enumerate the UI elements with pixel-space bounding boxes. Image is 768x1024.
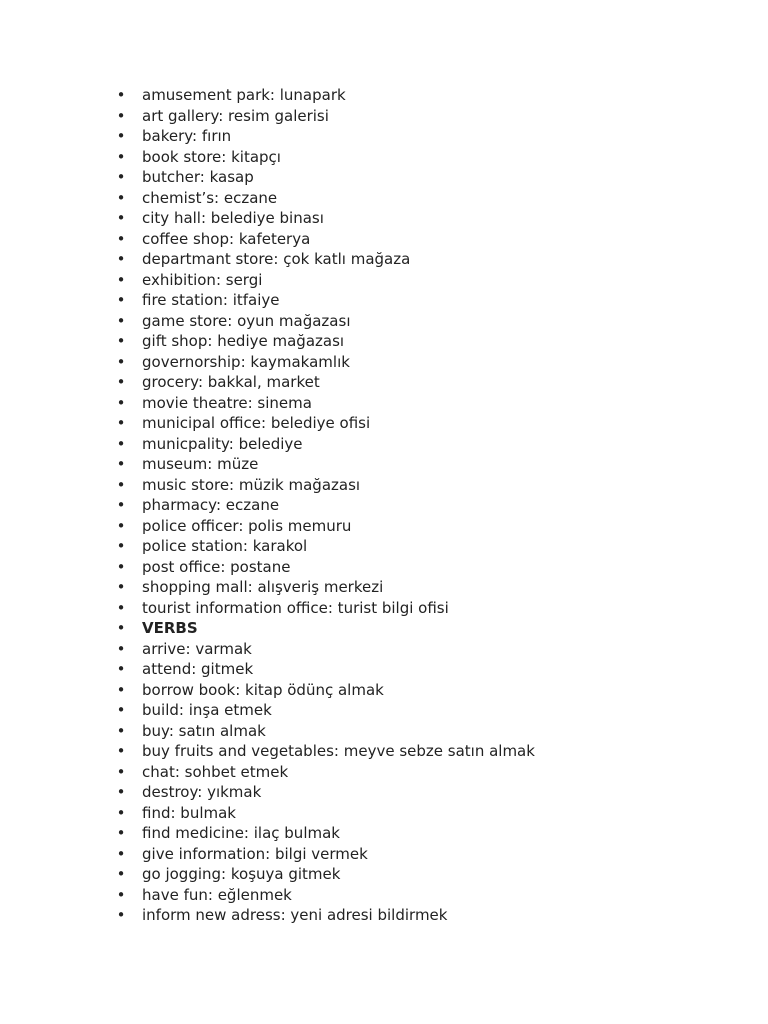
bullet-icon: • (116, 434, 126, 453)
vocabulary-text: butcher: kasap (142, 168, 254, 186)
vocabulary-text: game store: oyun mağazası (142, 311, 351, 330)
vocabulary-item (115, 721, 735, 742)
vocabulary-item (115, 331, 735, 352)
bullet-icon: • (116, 885, 126, 904)
vocabulary-item (115, 762, 735, 783)
vocabulary-item (115, 659, 735, 680)
bullet-icon: • (116, 742, 126, 760)
vocabulary-text: gift shop: hediye mağazası (142, 332, 345, 350)
bullet-icon: • (116, 229, 126, 248)
vocabulary-text: fire station: itfaiye (142, 291, 280, 309)
vocabulary-item (115, 270, 735, 291)
vocabulary-item (115, 864, 735, 885)
vocabulary-item (115, 126, 735, 147)
vocabulary-text: buy: satın almak (142, 721, 266, 740)
vocabulary-text: movie theatre: sinema (142, 393, 312, 412)
bullet-icon: • (116, 86, 126, 104)
bullet-icon: • (116, 168, 126, 186)
bullet-icon: • (116, 127, 126, 145)
vocabulary-item (115, 352, 735, 373)
bullet-icon: • (116, 865, 126, 883)
section-heading-item (115, 618, 735, 639)
bullet-icon: • (116, 250, 126, 268)
vocabulary-item (115, 208, 735, 229)
bullet-icon: • (116, 598, 126, 617)
bullet-icon: • (116, 578, 126, 596)
bullet-icon: • (116, 496, 126, 514)
bullet-icon: • (116, 783, 126, 801)
vocabulary-text: grocery: bakkal, market (142, 373, 320, 391)
vocabulary-text: police officer: polis memuru (142, 516, 352, 535)
vocabulary-item (115, 557, 735, 578)
bullet-icon: • (116, 721, 126, 740)
section-heading-text: VERBS (142, 619, 198, 637)
vocabulary-item (115, 85, 735, 106)
bullet-icon: • (116, 639, 126, 658)
vocabulary-text: find: bulmak (142, 803, 236, 822)
vocabulary-text: municpality: belediye (142, 434, 303, 453)
vocabulary-item (115, 598, 735, 619)
bullet-icon: • (116, 352, 126, 371)
bullet-icon: • (116, 291, 126, 309)
vocabulary-item (115, 803, 735, 824)
vocabulary-text: borrow book: kitap ödünç almak (142, 680, 384, 699)
vocabulary-text: give information: bilgi vermek (142, 844, 368, 863)
vocabulary-text: attend: gitmek (142, 660, 254, 678)
vocabulary-text: shopping mall: alışveriş merkezi (142, 578, 384, 596)
vocabulary-text: coffee shop: kafeterya (142, 229, 311, 248)
bullet-icon: • (116, 537, 126, 555)
vocabulary-item (115, 639, 735, 660)
vocabulary-text: tourist information office: turist bilgi ofisi (142, 598, 449, 617)
vocabulary-item (115, 741, 735, 762)
vocabulary-text: go jogging: koşuya gitmek (142, 865, 341, 883)
vocabulary-item (115, 106, 735, 127)
vocabulary-text: destroy: yıkmak (142, 783, 262, 801)
vocabulary-text: departmant store: çok katlı mağaza (142, 250, 411, 268)
vocabulary-text: buy fruits and vegetables: meyve sebze satın almak (142, 742, 535, 760)
bullet-icon: • (116, 762, 126, 781)
vocabulary-item (115, 147, 735, 168)
vocabulary-item (115, 516, 735, 537)
vocabulary-text: governorship: kaymakamlık (142, 352, 350, 371)
vocabulary-text: book store: kitapçı (142, 147, 281, 166)
bullet-icon: • (116, 701, 126, 719)
vocabulary-item (115, 680, 735, 701)
vocabulary-text: bakery: fırın (142, 127, 232, 145)
bullet-icon: • (116, 455, 126, 473)
vocabulary-item (115, 311, 735, 332)
vocabulary-item (115, 413, 735, 434)
vocabulary-text: chat: sohbet etmek (142, 762, 289, 781)
vocabulary-item (115, 290, 735, 311)
vocabulary-text: music store: müzik mağazası (142, 475, 361, 494)
vocabulary-text: art gallery: resim galerisi (142, 106, 329, 125)
bullet-icon: • (116, 824, 126, 842)
vocabulary-item (115, 495, 735, 516)
vocabulary-item (115, 188, 735, 209)
vocabulary-item (115, 844, 735, 865)
vocabulary-text: exhibition: sergi (142, 270, 263, 289)
bullet-icon: • (116, 803, 126, 822)
vocabulary-text: police station: karakol (142, 537, 308, 555)
vocabulary-item (115, 700, 735, 721)
vocabulary-text: chemist’s: eczane (142, 188, 278, 207)
bullet-icon: • (116, 475, 126, 494)
vocabulary-item (115, 905, 735, 926)
vocabulary-text: build: inşa etmek (142, 701, 272, 719)
vocabulary-item (115, 434, 735, 455)
bullet-icon: • (116, 332, 126, 350)
bullet-icon: • (116, 188, 126, 207)
vocabulary-item (115, 229, 735, 250)
vocabulary-text: find medicine: ilaç bulmak (142, 824, 340, 842)
vocabulary-text: arrive: varmak (142, 639, 252, 658)
vocabulary-item (115, 885, 735, 906)
bullet-icon: • (116, 660, 126, 678)
vocabulary-text: pharmacy: eczane (142, 496, 280, 514)
vocabulary-list (115, 85, 735, 926)
vocabulary-text: amusement park: lunapark (142, 86, 346, 104)
bullet-icon: • (116, 147, 126, 166)
vocabulary-item (115, 393, 735, 414)
bullet-icon: • (116, 844, 126, 863)
vocabulary-text: inform new adress: yeni adresi bildirmek (142, 906, 448, 924)
bullet-icon: • (116, 557, 126, 576)
vocabulary-text: municipal office: belediye ofisi (142, 414, 371, 432)
vocabulary-text: have fun: eğlenmek (142, 885, 292, 904)
bullet-icon: • (116, 414, 126, 432)
vocabulary-text: city hall: belediye binası (142, 209, 324, 227)
bullet-icon: • (116, 393, 126, 412)
vocabulary-text: museum: müze (142, 455, 259, 473)
vocabulary-item (115, 475, 735, 496)
vocabulary-item (115, 577, 735, 598)
bullet-icon: • (116, 106, 126, 125)
vocabulary-item (115, 249, 735, 270)
vocabulary-item (115, 372, 735, 393)
vocabulary-item (115, 167, 735, 188)
bullet-icon: • (116, 270, 126, 289)
vocabulary-item (115, 782, 735, 803)
vocabulary-item (115, 454, 735, 475)
bullet-icon: • (116, 906, 126, 924)
bullet-icon: • (116, 516, 126, 535)
vocabulary-item (115, 536, 735, 557)
bullet-icon: • (116, 373, 126, 391)
bullet-icon: • (116, 680, 126, 699)
bullet-icon: • (116, 311, 126, 330)
bullet-icon: • (116, 209, 126, 227)
vocabulary-text: post office: postane (142, 557, 291, 576)
vocabulary-item (115, 823, 735, 844)
bullet-icon: • (116, 619, 126, 637)
